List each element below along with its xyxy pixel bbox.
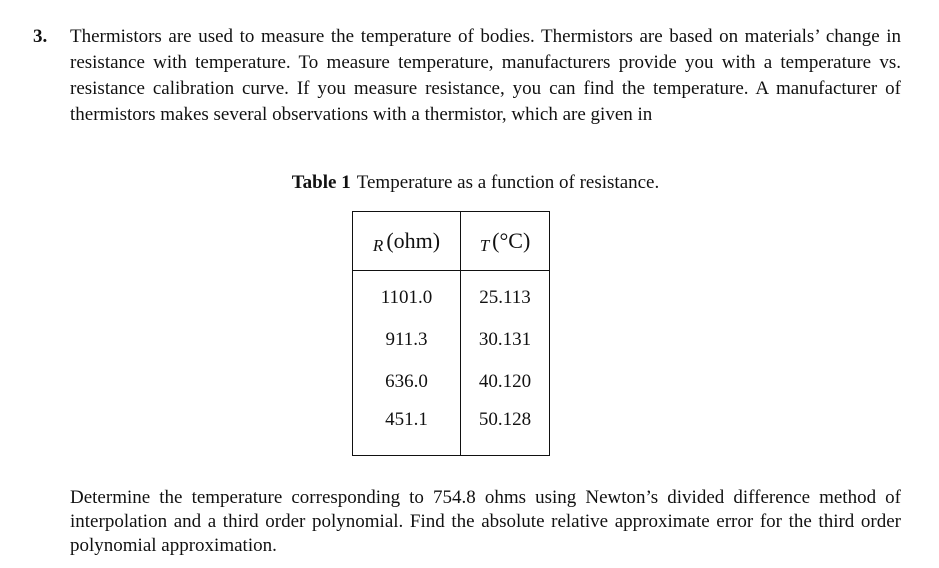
table-row	[353, 319, 550, 361]
cell-resistance: 636.0	[353, 361, 461, 403]
table-row	[353, 403, 550, 455]
problem-number: 3.	[33, 26, 48, 47]
cell-resistance: 911.3	[353, 319, 461, 361]
cell-temperature: 40.120	[461, 361, 550, 403]
cell-resistance: 451.1	[353, 403, 461, 455]
header-resistance	[353, 212, 461, 271]
table-row	[353, 271, 550, 320]
header-unit: (°C)	[492, 228, 531, 253]
cell-temperature: 25.113	[461, 271, 550, 320]
table-header-row	[353, 212, 550, 271]
table-row	[353, 361, 550, 403]
table-caption	[0, 172, 939, 194]
header-temperature	[461, 212, 550, 271]
question-text: Determine the temperature corresponding to 754.8 ohms using Newton’s divided difference method of interpolation and a third order polynomial. Find the absolute relative approximate error for the third order polynomial approximation.	[70, 487, 901, 556]
table-caption-label: Table 1	[291, 172, 351, 193]
data-table	[352, 211, 550, 456]
cell-temperature: 50.128	[461, 403, 550, 455]
header-unit: (ohm)	[386, 228, 441, 253]
header-var: T	[479, 236, 490, 255]
table-caption-text: Temperature as a function of resistance.	[356, 172, 660, 193]
header-var: R	[372, 236, 384, 255]
cell-temperature: 30.131	[461, 319, 550, 361]
problem-text: Thermistors are used to measure the temperature of bodies. Thermistors are based on materials’ change in resistance with temperature. To measure temperature, manufacturers provide you with a temperature vs. resistance calibration curve. If you measure resistance, you can find the temperature. A manufacturer of thermistors makes several observations with a thermistor, which are given in	[70, 26, 901, 125]
cell-resistance: 1101.0	[353, 271, 461, 320]
